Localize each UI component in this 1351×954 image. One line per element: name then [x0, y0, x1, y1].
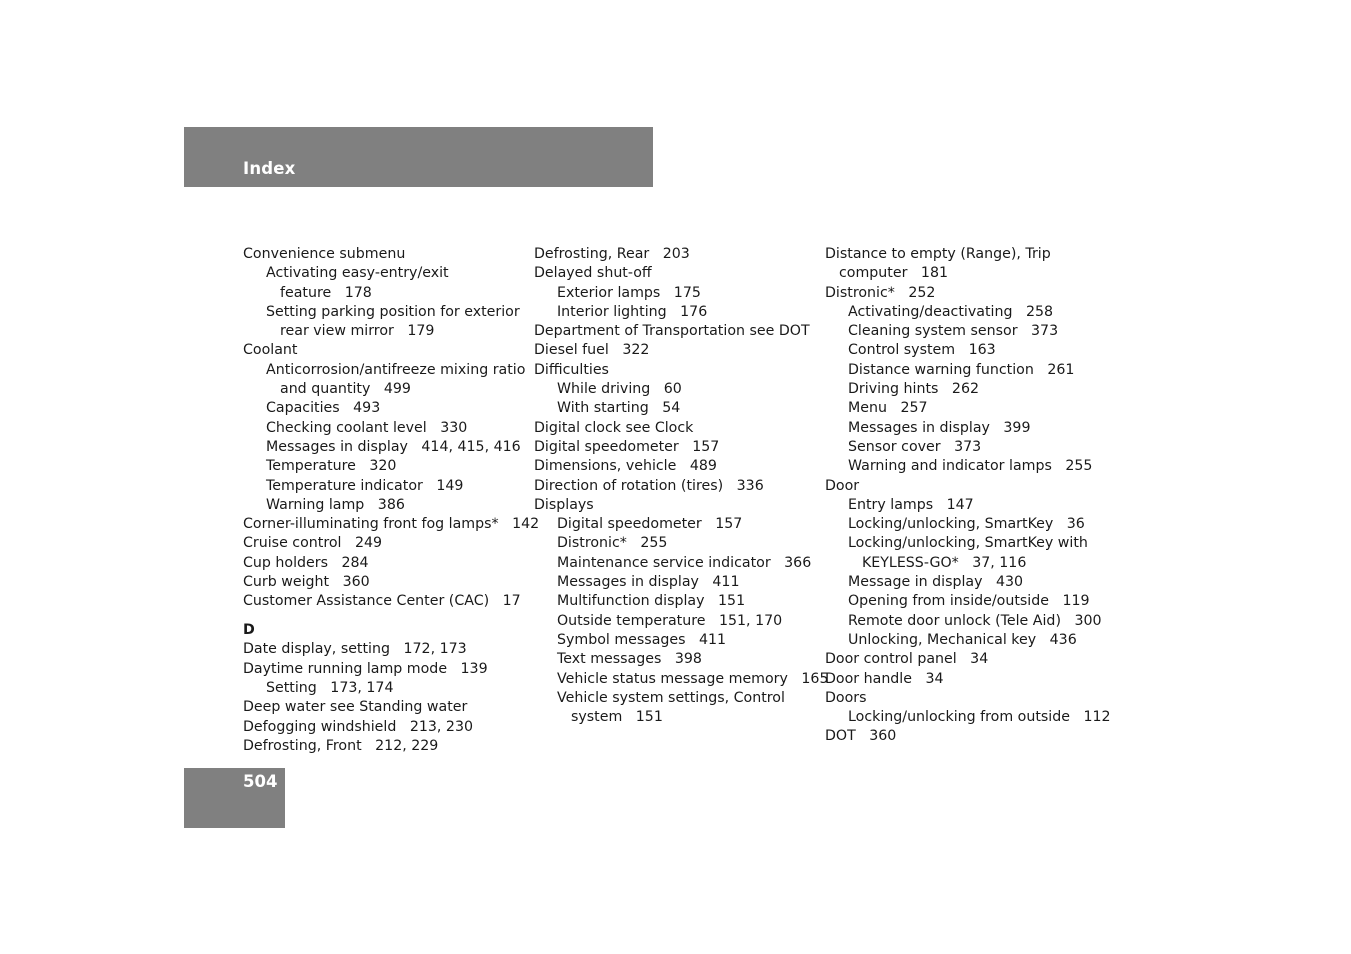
index-entry [534, 380, 819, 399]
index-entry [825, 592, 1110, 611]
index-entry [825, 457, 1110, 476]
index-entry [825, 419, 1110, 438]
index-term: Setting [266, 680, 317, 697]
index-entry [825, 380, 1110, 399]
index-entry [825, 708, 1110, 727]
index-entry [243, 496, 528, 515]
index-term: Messages in display [266, 438, 408, 455]
page-reference[interactable]: 414, 415, 416 [421, 438, 521, 455]
index-term: While driving [557, 381, 651, 398]
page-reference[interactable]: 151, 170 [718, 612, 783, 629]
index-entry [243, 303, 528, 322]
index-entry [825, 612, 1110, 631]
index-entry [825, 496, 1110, 515]
page-reference[interactable]: 258 [1025, 303, 1054, 320]
page-reference[interactable]: 411 [712, 574, 740, 591]
index-term: Exterior lamps [557, 284, 661, 301]
index-entry [243, 737, 528, 756]
index-section-letter: D [243, 622, 255, 639]
page-reference[interactable]: 336 [736, 477, 764, 494]
index-term: Distance to empty (Range), Trip [825, 246, 1051, 262]
index-entry [534, 264, 819, 283]
index-entry [825, 727, 1110, 746]
page-reference[interactable]: 373 [1031, 323, 1059, 340]
index-term: Vehicle status message memory [557, 670, 788, 687]
index-entry [243, 419, 528, 438]
index-entry [825, 341, 1110, 360]
page-reference[interactable]: 172, 173 [403, 641, 467, 658]
index-entry [534, 573, 819, 592]
index-entry [243, 380, 528, 399]
index-entry [534, 534, 819, 553]
index-term: Temperature indicator [266, 477, 423, 494]
index-term: Control system [848, 342, 956, 359]
index-term: Date display, setting [243, 641, 391, 658]
page-reference[interactable]: 165 [801, 670, 829, 687]
index-term: Driving hints [848, 381, 939, 398]
index-entry [243, 457, 528, 476]
index-term: Text messages [557, 651, 662, 668]
index-term: Door control panel [825, 651, 957, 668]
page-reference[interactable]: 119 [1062, 593, 1090, 610]
index-term: Warning lamp [266, 496, 365, 513]
page-number: 504 [243, 772, 278, 791]
index-term: Convenience submenu [243, 246, 406, 262]
page-reference[interactable]: 249 [354, 535, 383, 552]
index-term: Menu [848, 400, 887, 417]
index-column-2 [534, 245, 829, 727]
index-term: Locking/unlocking, SmartKey with [848, 535, 1088, 552]
index-term: Distance warning function [848, 361, 1034, 378]
index-entry [825, 573, 1110, 592]
index-term: Remote door unlock (Tele Aid) [848, 612, 1061, 629]
index-term: Message in display [848, 574, 983, 591]
index-term: Defrosting, Rear [534, 246, 650, 262]
index-entry [534, 631, 819, 650]
page-reference[interactable]: 163 [968, 342, 996, 359]
page-reference[interactable]: 255 [640, 535, 668, 552]
page-reference[interactable]: 60 [663, 381, 682, 398]
index-entry [534, 419, 819, 438]
page-reference[interactable]: 212, 229 [375, 737, 439, 754]
page-reference[interactable]: 252 [908, 284, 936, 301]
index-term: Outside temperature [557, 612, 706, 629]
index-term: Direction of rotation (tires) [534, 477, 724, 494]
index-entry [825, 554, 1110, 573]
index-term: Dimensions, vehicle [534, 458, 677, 475]
index-entry [243, 515, 540, 534]
index-entry [825, 477, 1110, 496]
index-term: Daytime running lamp mode [243, 660, 448, 677]
index-column-1 [243, 245, 540, 756]
index-entry [243, 718, 528, 737]
page-reference[interactable]: 178 [344, 284, 372, 301]
page-reference[interactable]: 151 [635, 709, 663, 726]
index-term: Corner-illuminating front fog lamps* [243, 516, 499, 533]
index-term: Temperature [266, 458, 356, 475]
index-column-3 [825, 245, 1110, 747]
index-term: Distronic* [825, 284, 895, 301]
index-entry [243, 660, 528, 679]
index-entry [825, 689, 1110, 708]
index-term: Sensor cover [848, 438, 941, 455]
index-term: DOT [825, 728, 856, 745]
index-term: Coolant [243, 342, 298, 359]
index-entry [534, 438, 819, 457]
index-term: Messages in display [848, 419, 990, 436]
page-reference[interactable]: 151 [718, 593, 746, 610]
index-entry [243, 573, 528, 592]
page-reference[interactable]: 34 [925, 670, 944, 687]
page-reference[interactable]: 436 [1049, 631, 1077, 648]
index-entry [534, 708, 819, 727]
index-term: feature [280, 284, 332, 301]
index-entry [534, 322, 819, 341]
index-entry [825, 245, 1110, 264]
page-reference[interactable]: 284 [341, 554, 369, 571]
index-term: rear view mirror [280, 323, 394, 340]
index-entry [243, 679, 528, 698]
index-entry [825, 264, 1110, 283]
index-term: Department of Transportation see DOT [534, 323, 810, 340]
page-reference[interactable]: 203 [662, 246, 690, 262]
page-reference[interactable]: 139 [460, 660, 488, 677]
page-title: Index [243, 159, 296, 178]
page-reference[interactable]: 175 [673, 284, 701, 301]
index-term: Locking/unlocking, SmartKey [848, 516, 1054, 533]
index-term: Displays [534, 496, 594, 513]
page-reference[interactable]: 386 [377, 496, 405, 513]
index-term: Distronic* [557, 535, 627, 552]
page-reference[interactable]: 181 [920, 265, 949, 282]
page-reference[interactable]: 37, 116 [972, 554, 1027, 571]
page-reference[interactable]: 257 [900, 400, 928, 417]
page-reference[interactable]: 147 [946, 496, 974, 513]
index-term: Doors [825, 689, 867, 706]
index-term: Capacities [266, 400, 340, 417]
index-term: Setting parking position for exterior [266, 303, 520, 320]
page-reference[interactable]: 398 [674, 651, 702, 668]
index-entry [534, 457, 819, 476]
index-term: Defrosting, Front [243, 737, 362, 754]
index-entry [243, 592, 528, 611]
index-term: Deep water see Standing water [243, 699, 468, 716]
index-term: Unlocking, Mechanical key [848, 631, 1037, 648]
page-reference[interactable]: 430 [996, 574, 1024, 591]
index-entry [825, 303, 1110, 322]
index-term: Activating easy-entry/exit [266, 265, 449, 282]
page-reference[interactable]: 17 [502, 593, 521, 610]
index-entry [243, 698, 528, 717]
index-term: Digital speedometer [557, 516, 702, 533]
index-entry [243, 640, 528, 659]
page-reference[interactable]: 373 [954, 438, 982, 455]
index-entry [825, 284, 1110, 303]
index-term: Customer Assistance Center (CAC) [243, 593, 490, 610]
index-term: Maintenance service indicator [557, 554, 771, 571]
page-reference[interactable]: 493 [353, 400, 381, 417]
index-term: With starting [557, 400, 649, 417]
index-entry [534, 477, 819, 496]
index-term: Messages in display [557, 574, 699, 591]
index-term: Locking/unlocking from outside [848, 709, 1070, 726]
header-band [184, 127, 653, 187]
index-entry [825, 670, 1110, 689]
index-term: computer [839, 265, 908, 282]
page-reference[interactable]: 360 [869, 728, 897, 745]
index-term: Warning and indicator lamps [848, 458, 1052, 475]
index-term: Door handle [825, 670, 912, 687]
page-reference[interactable]: 179 [407, 323, 435, 340]
page-reference[interactable]: 499 [383, 381, 411, 398]
index-term: Symbol messages [557, 631, 686, 648]
index-term: Cleaning system sensor [848, 323, 1018, 340]
index-entry [825, 438, 1110, 457]
index-entry [534, 554, 819, 573]
page-reference[interactable]: 360 [342, 574, 370, 591]
index-term: Difficulties [534, 361, 609, 378]
page-reference[interactable]: 330 [440, 419, 468, 436]
index-term: Vehicle system settings, Control [557, 689, 785, 706]
index-entry [534, 670, 829, 689]
page-reference[interactable]: 149 [436, 477, 464, 494]
page-reference[interactable]: 411 [699, 631, 727, 648]
page-number-band [184, 768, 285, 828]
index-entry [243, 477, 528, 496]
page-reference[interactable]: 399 [1003, 419, 1031, 436]
index-entry [534, 341, 819, 360]
page-reference[interactable]: 322 [622, 342, 650, 359]
index-term: KEYLESS-GO* [862, 554, 959, 571]
page-reference[interactable]: 489 [689, 458, 717, 475]
index-term: Cruise control [243, 535, 342, 552]
index-term: Anticorrosion/antifreeze mixing ratio [266, 361, 526, 378]
page-reference[interactable]: 112 [1083, 709, 1111, 726]
index-term: Defogging windshield [243, 718, 397, 735]
page-reference[interactable]: 255 [1065, 458, 1093, 475]
index-entry [825, 515, 1110, 534]
index-term: Interior lighting [557, 303, 667, 320]
index-entry [243, 361, 528, 380]
page-reference[interactable]: 54 [662, 400, 681, 417]
index-entry [243, 264, 528, 283]
page-reference[interactable]: 157 [692, 438, 720, 455]
page-reference[interactable]: 176 [680, 303, 708, 320]
page-reference[interactable]: 261 [1047, 361, 1075, 378]
index-entry [825, 361, 1110, 380]
index-term: Digital clock see Clock [534, 419, 694, 436]
index-entry [534, 592, 819, 611]
index-term: Multifunction display [557, 593, 705, 610]
page-reference[interactable]: 157 [715, 516, 743, 533]
index-entry [534, 303, 819, 322]
index-term: Activating/deactivating [848, 303, 1013, 320]
index-term: Door [825, 477, 860, 494]
index-term: Opening from inside/outside [848, 593, 1049, 610]
index-entry [243, 554, 528, 573]
index-term: Diesel fuel [534, 342, 609, 359]
index-entry [243, 341, 528, 360]
page-reference[interactable]: 173, 174 [330, 680, 394, 697]
index-entry [243, 534, 528, 553]
index-entry [825, 399, 1110, 418]
page-reference[interactable]: 262 [951, 381, 980, 398]
index-entry [243, 438, 528, 457]
index-term: Digital speedometer [534, 438, 679, 455]
index-entry [534, 515, 819, 534]
index-term: Delayed shut-off [534, 265, 652, 282]
index-term: Checking coolant level [266, 419, 427, 436]
index-entry [534, 284, 819, 303]
index-entry [534, 361, 819, 380]
section-spacer [243, 612, 528, 622]
index-entry [243, 399, 528, 418]
page-reference[interactable]: 34 [970, 651, 989, 668]
index-term: system [571, 709, 623, 726]
index-term: Cup holders [243, 554, 328, 571]
index-entry [825, 650, 1110, 669]
page-reference[interactable]: 320 [369, 458, 397, 475]
page-reference[interactable]: 300 [1074, 612, 1102, 629]
index-entry [243, 245, 528, 264]
index-entry [825, 534, 1110, 553]
index-entry [243, 322, 528, 341]
page-reference[interactable]: 36 [1066, 516, 1085, 533]
index-entry [534, 399, 819, 418]
index-term: Entry lamps [848, 496, 934, 513]
index-entry [534, 245, 819, 264]
index-term: Curb weight [243, 574, 330, 591]
index-entry [534, 689, 819, 708]
index-entry [243, 284, 528, 303]
index-entry [825, 322, 1110, 341]
index-term: and quantity [280, 381, 371, 398]
index-entry [825, 631, 1110, 650]
page-reference[interactable]: 213, 230 [409, 718, 474, 735]
index-entry [534, 612, 819, 631]
index-entry [534, 650, 819, 669]
index-entry [534, 496, 819, 515]
page-reference[interactable]: 366 [784, 554, 812, 571]
page-reference[interactable]: 142 [512, 516, 540, 533]
